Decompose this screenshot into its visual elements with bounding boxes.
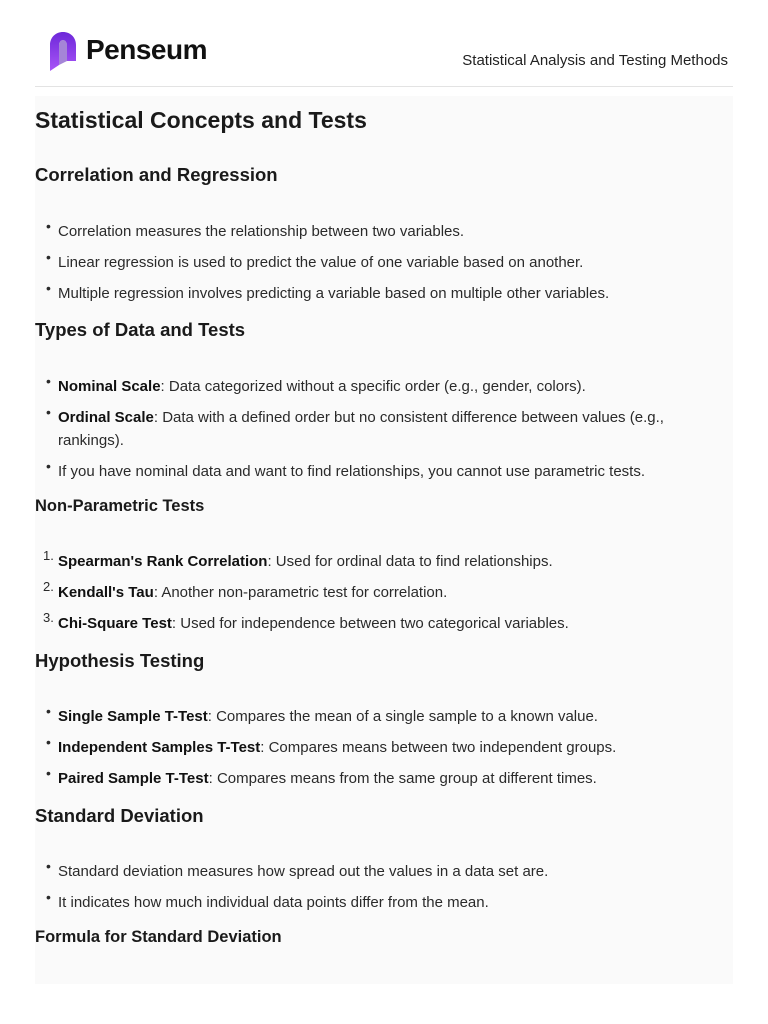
brand-logo[interactable] xyxy=(48,31,207,73)
section-heading: Correlation and Regression xyxy=(35,164,278,185)
bullet-icon: • xyxy=(46,373,51,389)
section-heading: Types of Data and Tests xyxy=(35,319,246,340)
list-item: 2. Kendall's Tau: Another non-parametric test for correlation. xyxy=(58,581,718,604)
bullet-icon: • xyxy=(46,889,51,905)
page-header xyxy=(35,0,733,87)
list-item: • Correlation measures the relationship between two variables. xyxy=(58,220,718,243)
bullet-icon: • xyxy=(46,765,51,781)
bullet-icon: • xyxy=(46,458,51,474)
bullet-icon: • xyxy=(46,858,51,874)
list-item: • Linear regression is used to predict the value of one variable based on another. xyxy=(58,251,718,274)
list-item: 3. Chi-Square Test: Used for independence between two categorical variables. xyxy=(58,612,718,635)
document-title: Statistical Analysis and Testing Methods xyxy=(462,52,728,69)
list-item: • Ordinal Scale: Data with a defined order but no consistent difference between values (e.g., rankings). xyxy=(58,406,698,452)
section-heading: Standard Deviation xyxy=(35,805,204,826)
penseum-logo-icon xyxy=(48,31,78,73)
bullet-icon: • xyxy=(46,280,51,296)
list-number: 3. xyxy=(43,610,54,625)
list-number: 2. xyxy=(43,579,54,594)
list-item: 1. Spearman's Rank Correlation: Used for ordinal data to find relationships. xyxy=(58,550,718,573)
bullet-icon: • xyxy=(46,734,51,750)
list-item: • Single Sample T-Test: Compares the mean of a single sample to a known value. xyxy=(58,705,718,728)
list-item: • If you have nominal data and want to find relationships, you cannot use parametric tests. xyxy=(58,460,718,483)
document-body xyxy=(35,96,733,984)
bullet-icon: • xyxy=(46,703,51,719)
section-heading: Hypothesis Testing xyxy=(35,650,205,671)
brand-name: Penseum xyxy=(86,34,207,65)
bullet-icon: • xyxy=(46,218,51,234)
section-heading: Non-Parametric Tests xyxy=(35,497,205,515)
page-title: Statistical Concepts and Tests xyxy=(35,107,367,133)
list-item: • Multiple regression involves predicting a variable based on multiple other variables. xyxy=(58,282,718,305)
list-item: • It indicates how much individual data points differ from the mean. xyxy=(58,891,718,914)
bullet-icon: • xyxy=(46,404,51,420)
list-item: • Independent Samples T-Test: Compares means between two independent groups. xyxy=(58,736,718,759)
list-number: 1. xyxy=(43,548,54,563)
list-item: • Standard deviation measures how spread out the values in a data set are. xyxy=(58,860,718,883)
list-item: • Nominal Scale: Data categorized without a specific order (e.g., gender, colors). xyxy=(58,375,718,398)
list-item: • Paired Sample T-Test: Compares means from the same group at different times. xyxy=(58,767,718,790)
section-heading: Formula for Standard Deviation xyxy=(35,928,282,946)
bullet-icon: • xyxy=(46,249,51,265)
